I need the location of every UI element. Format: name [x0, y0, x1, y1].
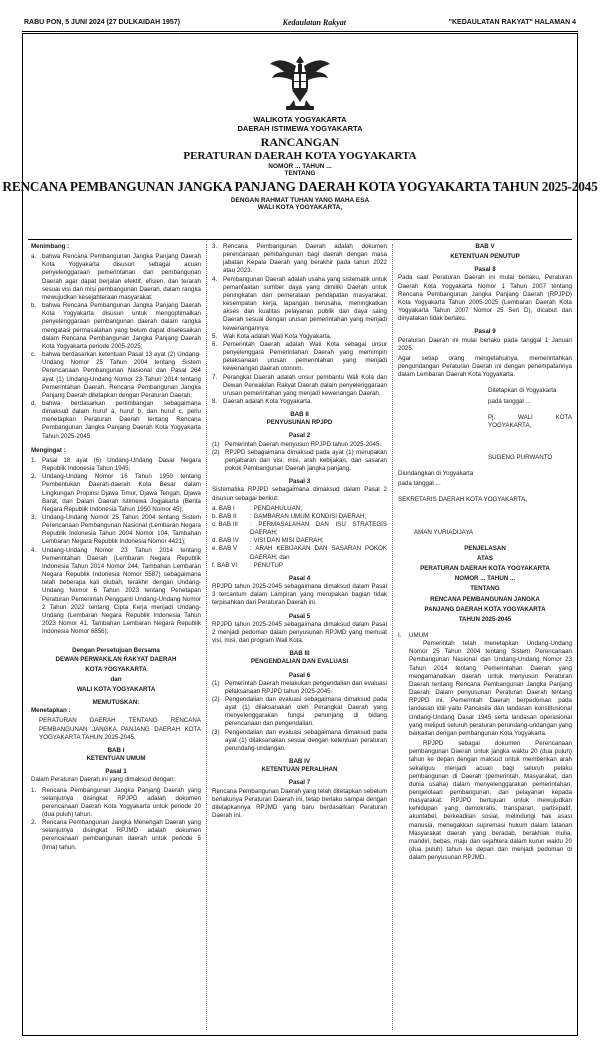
tentang-label: TENTANG	[470, 585, 500, 593]
column-divider	[392, 244, 393, 1030]
article-heading: Pasal 5	[288, 612, 311, 620]
chapter-heading: BAB III	[289, 650, 310, 658]
list-item: 3. Rencana Pembangunan Daerah adalah dokumen perencanaan pembangunan bagi daerah dengan masa jabatan Kepala Daerah yang berakhir pada tahun 2022 atau 2023.	[212, 243, 387, 275]
list-item: d. BAB IV : VISI DAN MISI DAERAH;	[212, 537, 324, 545]
header-date: RABU PON, 5 JUNI 2024 (27 DULKAIDAH 1957)	[24, 18, 180, 26]
general-paragraph: RPJPD sebagai dokumen Perencanaan pembangunan Daerah untuk jangka waktu 20 (dua puluh) tahun ke depan dengan maksud untuk memberikan arah sekaligus menjadi acuan bagi seluruh pelaku pembangunan di Daerah (pemerintah, Masyarakat, dan dunia usaha) dalam menyelenggarakan pemerintahan, pengelolaan pembangunan, dan pelayanan kepada masyarakat. RPJPD bertujuan untuk mewujudkan kehidupan yang demokratis, transparan, partisipatif, akuntabel, berkeadilan sosial, melindungi hak asasi manusia, menegakkan supremasi hukum dalam tatanan Masyarakat daerah yang beradab, berakhlak mulia, mandiri, bebas, maju dan sejahtera dalam kurun waktu 20 (dua puluh) tahun ke depan dan menjadi pedoman di dalam penyusunan RPJMD.	[409, 740, 572, 862]
article-heading: Pasal 1	[105, 768, 127, 776]
signing-date: pada tanggal ...	[488, 397, 531, 405]
promulgation-date: pada tanggal ...	[398, 480, 441, 488]
chapter-heading: BAB IV	[289, 758, 310, 766]
article-text: Agar setiap orang mengetahuinya, memerintahkan pengundangan Peraturan Daerah ini dengan penempatannya dalam Lembaran Daerah Kota Yogyakarta.	[398, 354, 572, 379]
mayor-line: WALI KOTA YOGYAKARTA,	[257, 204, 343, 212]
list-item: a. bahwa Rencana Pembangunan Jangka Panjang Daerah Kota Yogyakarta disusun sebagai acuan penyelenggaraan pemerintahan dan pembangunan Daerah agar dapat berjalan efektif, efisien, dan terarah sesuai visi dan misi pembangunan Daerah, dalam rangka mewujudkan kesejahteraan masyarakat;	[31, 253, 201, 301]
mayor-name: WALI KOTA YOGYAKARTA	[76, 685, 156, 693]
list-item: (2) RPJPD sebagaimana dimaksud pada ayat (1) merupakan penjabaran dari visi, misi, arah kebijakan, dan sasaran pokok Pembangunan Daerah jangka panjang.	[212, 448, 387, 473]
signatory-title: Pj. WALI KOTA YOGYAKARTA,	[488, 413, 572, 429]
article-heading: Pasal 7	[288, 779, 311, 787]
column-3	[398, 243, 572, 864]
city-government: WALIKOTA YOGYAKARTA	[253, 115, 347, 124]
memutuskan-label: MEMUTUSKAN:	[92, 699, 140, 707]
and-label: dan	[110, 675, 122, 683]
list-item: 4. Undang-Undang Nomor 23 Tahun 2014 tentang Pemerintahan Daerah (Lembaran Negara Republik Indonesia Tahun 2014 Nomor 244, Tambahan Lembaran Negara Republik Indonesia Nomor 5587) sebagaimana telah beberapa kali diubah, terakhir dengan Undang-Undang Nomor 6 Tahun 2023 tentang Penetapan Peraturan Pemerintah Pengganti Undang-Undang Nomor 2 Tahun 2022 tentang Cipta Kerja menjadi Undang-Undang (Lembaran Negara Republik Indonesia Tahun 2023 Nomor 41, Tambahan Lembaran Negara Republik Indonesia Nomor 6856);	[31, 546, 201, 636]
list-item: (1) Pemerintah Daerah melakukan pengendalian dan evaluasi pelaksanaan RPJPD tahun 2025-2045.	[212, 679, 387, 695]
page-header	[24, 16, 576, 28]
list-item: (1) Pemerintah Daerah menyusun RPJPD tahun 2025-2045.	[212, 440, 382, 448]
newspaper-logo: Kedaulatan Rakyat	[282, 17, 346, 27]
menimbang-label: Menimbang :	[31, 243, 70, 250]
list-item: d. bahwa berdasarkan pertimbangan sebagaimana dimaksud dalam huruf a, huruf b, dan huruf c, perlu menetapkan Peraturan Daerah tentang Rencana Pembangunan Jangka Panjang Daerah Kota Yogyakarta Tahun 2025-2045;	[31, 399, 201, 440]
explanation-year: TAHUN 2025-2045	[458, 615, 512, 623]
menetapkan-label: Menetapkan :	[31, 707, 71, 715]
secretary-title: SEKRETARIS DAERAH KOTA YOGYAKARTA,	[398, 496, 527, 504]
list-item: b. BAB II : GAMBARAN UMUM KONDISI DAERAH;	[212, 512, 367, 520]
atas-label: ATAS	[477, 554, 493, 562]
chapter-heading: BAB V	[475, 243, 495, 250]
list-item: c. bahwa berdasarkan ketentuan Pasal 13 ayat (2) Undang-Undang Nomor 25 Tahun 2004 tentang Sistem Perencanaan Pembangunan Nasional dan Pasal 264 ayat (1) Undang-Undang Nomor 23 Tahun 2014 tentang Pemerintahan Daerah, Rencana Pembangunan Jangka Panjang Daerah ditetapkan dengan Peraturan Daerah;	[31, 351, 201, 399]
list-item: 4. Pembangunan Daerah adalah usaha yang sistematik untuk pemanfaatan sumber daya yang dimiliki Daerah untuk peningkatan dan pemerataan pendapatan masyarakat, kesempatan kerja, lapangan berusaha, meningkatkan akses dan kualitas pelayanan publik dan daya saing Daerah sesuai dengan urusan pemerintahan yang menjadi kewenangannya.	[212, 275, 387, 332]
article-heading: Pasal 2	[288, 432, 311, 440]
explanation-subject: PANJANG DAERAH KOTA YOGYAKARTA	[424, 605, 546, 613]
chapter-title: PENGENDALIAN DAN EVALUASI	[250, 658, 349, 666]
article-text: Pada saat Peraturan Daerah ini mulai berlaku, Peraturan Daerah Kota Yogyakarta Nomor 1 Tahun 2007 tentang Rencana Pembangunan Jangka Panjang Daerah (RPJPD) Kota Yogyakarta Tahun 2005-2025 (Lembaran Daerah Kota Yogyakarta Tahun 2007 Nomor 25 Seri D), dicabut dan dinyatakan tidak berlaku.	[398, 274, 572, 323]
header-rule	[22, 31, 578, 32]
article-heading: Pasal 6	[288, 671, 311, 679]
list-item: 5. Wali Kota adalah Wali Kota Yogyakarta.	[212, 332, 332, 340]
chapter-title: KETENTUAN UMUM	[86, 755, 146, 763]
column-2	[212, 243, 387, 822]
list-item: 2. Rencana Pembangunan Jangka Menengah Daerah yang selanjutnya disingkat RPJMD adalah dokumen perencanaan pembangunan daerah untuk periode 5 (lima) tahun.	[31, 819, 201, 851]
title-rule	[28, 239, 572, 240]
list-item: b. bahwa Rencana Pembangunan Jangka Panjang Daerah Kota Yogyakarta disusun untuk mengoptimalkan penyelenggaraan pembangunan daerah dalam rangka mengatasi permasalahan yang belum dapat diselesaikan dalam Rencana Pembangunan Jangka Panjang Daerah Kota Yogyakarta periode 2005-2025;	[31, 302, 201, 350]
column-divider	[206, 244, 207, 1030]
list-item: 7. Perangkat Daerah adalah unsur pembantu Wali Kota dan Dewan Perwakilan Rakyat Daerah dalam penyelenggaraan urusan pemerintahan yang menjadi kewenangan Daerah.	[212, 373, 387, 397]
mengingat-label: Mengingat :	[31, 446, 66, 454]
blessing-line: DENGAN RAHMAT TUHAN YANG MAHA ESA	[230, 196, 370, 204]
list-item: 2. Undang-Undang Nomor 16 Tahun 1950 tentang Pembentukan Daerah-daerah Kota Besar dalam Lingkungan Propinsi Djawa Timur, Djawa Tengah, Djawa Barat, dan Dalam Daerah Istimewa Jogjakarta (Berita Negara Republik Indonesia Tahun 1950 Nomor 45);	[31, 473, 201, 513]
regulation-title	[0, 116, 600, 212]
article-text: RPJPD tahun 2025-2045 sebagaimana dimaksud dalam Pasal 3 tercantum dalam Lampiran yang merupakan bagian tidak terpisahkan dari Peraturan Daerah ini.	[212, 583, 387, 607]
list-item: 3. Undang-Undang Nomor 25 Tahun 2004 tentang Sistem Perencanaan Pembangunan Nasional (Lembaran Negara Republik Indonesia Tahun 2004 Nomor 104, Tambahan Lembaran Negara Republik Indonesia Nomor 4421);	[31, 514, 201, 546]
article-heading: Pasal 3	[288, 478, 311, 486]
article-text: RPJPD tahun 2025-2045 sebagaimana dimaksud dalam Pasal 2 menjadi pedoman dalam penyusunan RPJMD yang memuat visi, misi, dan program Wali Kota.	[212, 620, 387, 645]
chapter-heading: BAB I	[107, 746, 125, 754]
dprd-name: DEWAN PERWAKILAN RAKYAT DAERAH	[55, 655, 177, 663]
article-intro: Sistematika RPJPD sebagaimana dimaksud dalam Pasal 2 disusun sebagai berikut:	[212, 486, 387, 502]
menetapkan-text: PERATURAN DAERAH TENTANG RENCANA PEMBANGUNAN JANGKA PANJANG DAERAH KOTA YOGYAKARTA TAHUN 2025-2045.	[39, 717, 201, 741]
list-item: e. BAB V : ARAH KEBIJAKAN DAN SASARAN POKOK DAERAH; dan	[212, 545, 387, 561]
general-paragraph: Pemerintah telah menetapkan Undang-Undang Nomor 25 Tahun 2004 tentang Sistem Perencanaan Pembangunan Nasional dan Undang-Undang Nomor 23 Tahun 2014 tentang Pemerintahan Daerah yang mengamanatkan daerah untuk menyusun Peraturan Daerah tentang Rencana Pembangunan Jangka Panjang Daerah. Dalam penyusunan Peraturan Daerah tentang RPJPD ini, Pemerintah Daerah berpedoman pada landasan idiil yaitu Pancasila dan landasan konstitusional Undang-Undang Dasar 1945 serta landasan operasional yang meliputi seluruh peraturan perundang-undangan yang berkaitan dengan pembangunan Kota Yogyakarta.	[409, 640, 572, 737]
list-item: f. BAB VI : PENUTUP	[212, 561, 284, 569]
garuda-emblem-icon	[268, 52, 332, 112]
article-text: Rencana Pembangunan Daerah yang telah ditetapkan sebelum berlakunya Peraturan Daerah ini, tetap berlaku sampai dengan ditetapkannya RPJMD yang baru berdasarkan Peraturan Daerah ini.	[212, 787, 387, 819]
list-item: 8. Daerah adalah Kota Yogyakarta.	[212, 397, 313, 405]
explanation-number: NOMOR ... TAHUN ...	[454, 575, 516, 583]
regulation-number: NOMOR ... TAHUN ...	[268, 162, 332, 170]
tentang-label: TENTANG	[284, 170, 316, 178]
secretary-name: AMAN YURIADIJAYA	[414, 528, 474, 536]
list-item: (3) Pengendalian dan evaluasi sebagaimana dimaksud pada ayat (1) dilaksanakan sesuai dengan ketentuan peraturan perundang-undangan.	[212, 728, 387, 752]
regulation-subject: RENCANA PEMBANGUNAN JANGKA PANJANG DAERAH KOTA YOGYAKARTA TAHUN 2025-2045	[2, 178, 598, 194]
draft-label: RANCANGAN	[260, 135, 340, 150]
chapter-heading: BAB II	[290, 411, 309, 419]
section-heading: I. UMUM	[398, 632, 429, 639]
column-1	[31, 243, 201, 852]
regulation-type: PERATURAN DAERAH KOTA YOGYAKARTA	[183, 150, 417, 163]
article-heading: Pasal 8	[474, 266, 496, 274]
explanation-regulation: PERATURAN DAERAH KOTA YOGYAKARTA	[420, 565, 550, 573]
list-item: (2) Pengendalian dan evaluasi sebagaimana dimaksud pada ayat (1) dilaksanakan oleh Perangkat Daerah yang menyelenggarakan fungsi penunjang di bidang perencanaan dan pengendalian.	[212, 695, 387, 728]
article-heading: Pasal 9	[474, 328, 496, 336]
list-item: 1. Rencana Pembangunan Jangka Panjang Daerah yang selanjutnya disingkat RPJPD adalah dokumen perencanaan Daerah Kota Yogyakarta untuk periode 20 (dua puluh) tahun.	[31, 786, 201, 818]
signing-place: Ditetapkan di Yogyakarta	[488, 387, 557, 395]
article-intro: Dalam Peraturan Daerah ini yang dimaksud dengan:	[31, 776, 176, 784]
article-text: Peraturan Daerah ini mulai berlaku pada tanggal 1 Januari 2025.	[398, 336, 572, 352]
explanation-subject: RENCANA PEMBANGUNAN JANGKA	[430, 595, 540, 603]
persetujuan-label: Dengan Persetujuan Bersama	[72, 647, 160, 655]
list-item: 1. Pasal 18 ayat (6) Undang-Undang Dasar Negara Republik Indonesia Tahun 1945;	[31, 456, 201, 473]
signatory-name: SUGENG PURWANTO	[488, 453, 553, 461]
explanation-heading: PENJELASAN	[464, 544, 506, 552]
list-item: c. BAB III : PERMASALAHAN DAN ISU STRATEGIS DAERAH;	[212, 521, 387, 537]
chapter-title: KETENTUAN PERALIHAN	[261, 766, 338, 774]
dprd-city: KOTA YOGYAKARTA	[85, 665, 147, 673]
promulgation-place: Diundangkan di Yogyakarta	[398, 470, 474, 478]
header-page-number: "KEDAULATAN RAKYAT" HALAMAN 4	[448, 18, 576, 26]
chapter-title: KETENTUAN PENUTUP	[450, 253, 520, 261]
article-heading: Pasal 4	[288, 574, 311, 582]
chapter-title: PENYUSUNAN RPJPD	[266, 419, 333, 427]
list-item: a. BAB I : PENDAHULUAN;	[212, 504, 302, 512]
special-region: DAERAH ISTIMEWA YOGYAKARTA	[237, 123, 363, 133]
list-item: 6. Pemerintah Daerah adalah Wali Kota sebagai unsur penyelenggara Pemerintahan Daerah yang memimpin pelaksanaan urusan pemerintahan yang menjadi kewenangan daerah otonom.	[212, 340, 387, 373]
